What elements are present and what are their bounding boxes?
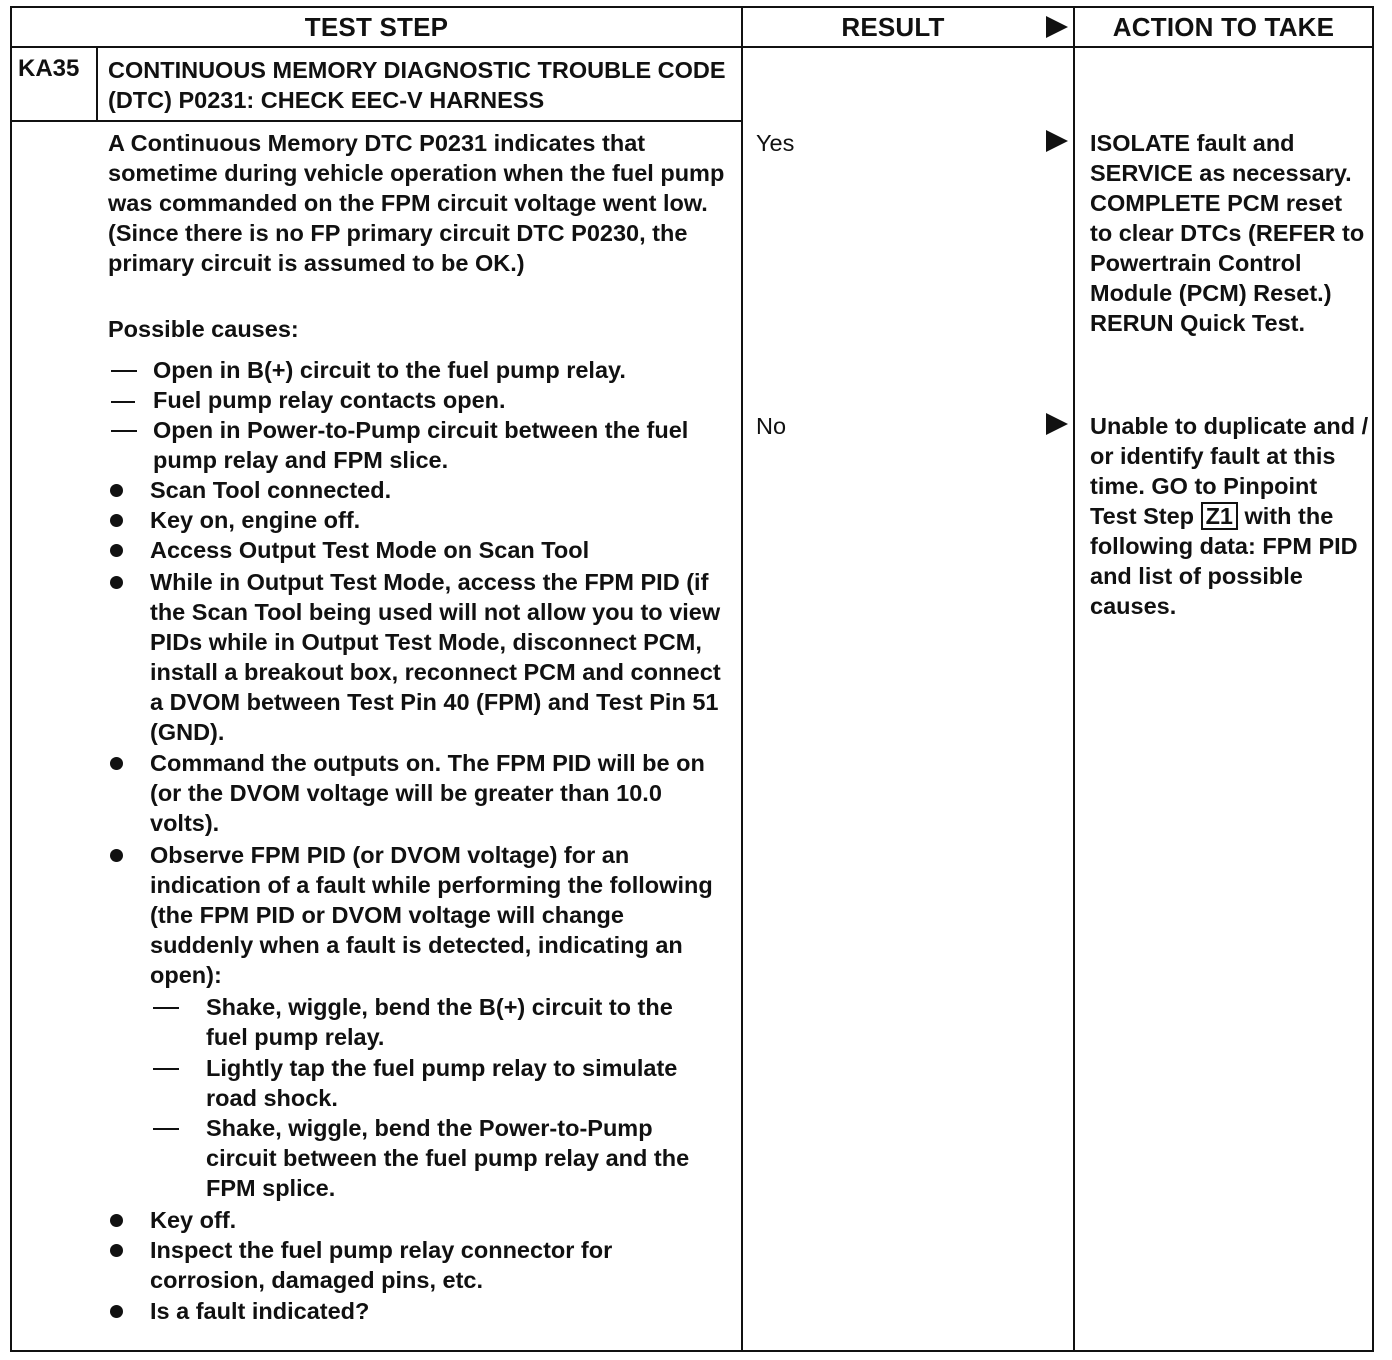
step-id: KA35	[18, 55, 80, 82]
header-result: RESULT	[841, 12, 945, 42]
bullet-item: Key on, engine off.	[150, 507, 361, 533]
action-yes: ISOLATE fault and SERVICE as necessary. COMPLETE PCM reset to clear DTCs (REFER to Powertrain Control Module (PCM) Reset.) RERUN Quick Test.	[1090, 130, 1365, 336]
action-no-tail: with the following data: FPM PID and list of possible causes.	[1090, 503, 1358, 619]
dash-icon	[111, 430, 137, 432]
cause-item: Fuel pump relay contacts open.	[153, 387, 506, 413]
bullet-icon	[110, 757, 123, 770]
sub-item: Shake, wiggle, bend the B(+) circuit to the fuel pump relay.	[206, 994, 673, 1050]
bullet-icon	[110, 849, 123, 862]
arrow-icon	[1046, 130, 1068, 152]
bullet-icon	[110, 544, 123, 557]
question-item: Is a fault indicated?	[150, 1298, 370, 1324]
bullet-item: Inspect the fuel pump relay connector for corrosion, damaged pins, etc.	[150, 1237, 613, 1293]
arrow-icon	[1046, 16, 1068, 38]
header-action: ACTION TO TAKE	[1112, 12, 1335, 42]
header-test-step: TEST STEP	[304, 12, 449, 42]
result-no: No	[756, 413, 787, 439]
step-title: CONTINUOUS MEMORY DIAGNOSTIC TROUBLE CODE (DTC) P0231: CHECK EEC-V HARNESS	[108, 57, 726, 113]
bullet-item: While in Output Test Mode, access the FPM PID (if the Scan Tool being used will not allow you to view PIDs while in Output Test Mode, disconnect PCM, install a breakout box, reconnect PCM and connect a DVOM between Test Pin 40 (FPM) and Test Pin 51 (GND).	[150, 569, 721, 745]
id-column-divider	[96, 46, 98, 122]
dash-icon	[153, 1128, 179, 1130]
dash-icon	[153, 1068, 179, 1070]
action-column-divider	[1073, 6, 1075, 1352]
bullet-item: Observe FPM PID (or DVOM voltage) for an indication of a fault while performing the following (the FPM PID or DVOM voltage will change suddenly when a fault is detected, indicating an open):	[150, 842, 713, 988]
cause-item: Open in Power-to-Pump circuit between the fuel pump relay and FPM slice.	[153, 417, 689, 473]
result-column-divider	[741, 6, 743, 1352]
sub-item: Lightly tap the fuel pump relay to simulate road shock.	[206, 1055, 678, 1111]
possible-causes-label: Possible causes:	[108, 316, 299, 342]
bullet-icon	[110, 514, 123, 527]
dash-icon	[111, 401, 135, 403]
cause-item: Open in B(+) circuit to the fuel pump relay.	[153, 357, 626, 383]
action-no	[1090, 411, 1370, 621]
bullet-item: Command the outputs on. The FPM PID will be on (or the DVOM voltage will be greater than 10.0 volts).	[150, 750, 705, 836]
bullet-item: Access Output Test Mode on Scan Tool	[150, 537, 590, 563]
bullet-icon	[110, 1305, 123, 1318]
dash-icon	[111, 370, 137, 372]
step-intro: A Continuous Memory DTC P0231 indicates that sometime during vehicle operation when the fuel pump was commanded on the FPM circuit voltage went low. (Since there is no FP primary circuit DTC P0230, the primary circuit is assumed to be OK.)	[108, 130, 725, 276]
title-divider	[10, 120, 742, 122]
pinpoint-step-ref: Z1	[1201, 502, 1238, 530]
bullet-icon	[110, 1214, 123, 1227]
sub-item: Shake, wiggle, bend the Power-to-Pump circuit between the fuel pump relay and the FPM splice.	[206, 1115, 690, 1201]
dash-icon	[153, 1007, 179, 1009]
action-no-text: Unable to duplicate and / or identify fault at this time. GO to Pinpoint Test Step	[1090, 413, 1369, 529]
bullet-icon	[110, 484, 123, 497]
arrow-icon	[1046, 413, 1068, 435]
bullet-icon	[110, 576, 123, 589]
bullet-item: Scan Tool connected.	[150, 477, 392, 503]
result-yes: Yes	[756, 130, 795, 156]
header-divider	[10, 46, 1374, 48]
bullet-item: Key off.	[150, 1207, 237, 1233]
bullet-icon	[110, 1244, 123, 1257]
